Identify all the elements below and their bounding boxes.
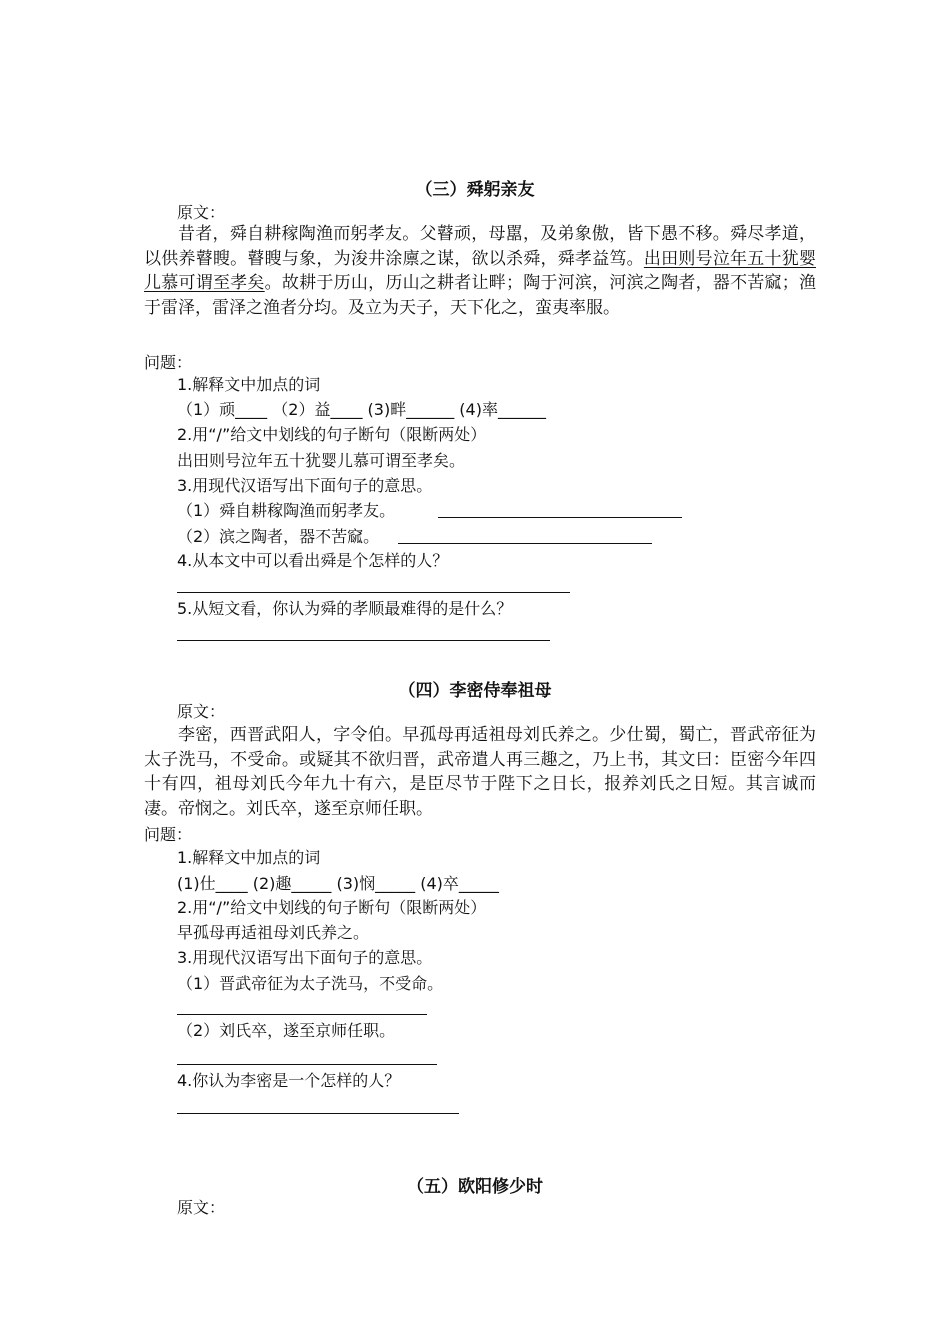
s4-q4: 4.你认为李密是一个怎样的人？ <box>177 1071 401 1090</box>
section4-original-label: 原文： <box>177 702 226 721</box>
s3-q3-1: （1）舜自耕稼陶渔而躬孝友。 <box>177 501 396 520</box>
s4-q1: 1.解释文中加点的词 <box>177 848 321 867</box>
answer-line[interactable] <box>177 1113 459 1114</box>
section4-title: （四）李密侍奉祖母 <box>398 681 552 701</box>
answer-line[interactable] <box>438 517 682 518</box>
s4-q2-sentence: 早孤母再适祖母刘氏养之。 <box>177 923 370 942</box>
s3-q1-items: （1）顽____ （2）益____ (3)畔______ (4)率______ <box>177 400 546 419</box>
passage-part-2: 。故耕于历山，历山之耕者让畔；陶于河滨，河滨之陶者，器不苦窳；渔于雷泽，雷泽之渔者分均。及立为天子，天下化之，蛮夷率服。 <box>144 273 817 318</box>
section3-questions-label: 问题： <box>144 353 193 372</box>
s3-q4: 4.从本文中可以看出舜是个怎样的人？ <box>177 551 449 570</box>
answer-line[interactable] <box>177 592 570 593</box>
underlined-sentence: 出田则号泣年五十犹婴儿慕可谓至孝矣 <box>144 248 817 293</box>
s3-q1: 1.解释文中加点的词 <box>177 375 321 394</box>
section3-passage <box>144 222 816 320</box>
s4-q2: 2.用“/”给文中划线的句子断句（限断两处） <box>177 898 487 917</box>
s3-q2-sentence: 出田则号泣年五十犹婴儿慕可谓至孝矣。 <box>177 451 466 470</box>
section4-passage: 李密，西晋武阳人，字令伯。早孤母再适祖母刘氏养之。少仕蜀，蜀亡，晋武帝征为太子洗马，不受命。或疑其不欲归晋，武帝遣人再三趣之，乃上书，其文曰：臣密今年四十有四，祖母刘氏今年九十有六，是臣尽节于陛下之日长，报养刘氏之日短。其言诚而凄。帝悯之。刘氏卒，遂至京师任职。 <box>144 725 816 819</box>
s3-q3: 3.用现代汉语写出下面句子的意思。 <box>177 476 433 495</box>
s3-q3-2: （2）滨之陶者，器不苦窳。 <box>177 527 380 546</box>
section3-title: （三）舜躬亲友 <box>415 180 535 200</box>
s4-q3-2: （2）刘氏卒，遂至京师任职。 <box>177 1021 396 1040</box>
section5-title: （五）欧阳修少时 <box>407 1177 543 1197</box>
passage-part-1: 昔者，舜自耕稼陶渔而躬孝友。父瞽顽，母嚚，及弟象傲，皆下愚不移。舜尽孝道，以供养瞽瞍。瞽瞍与象，为浚井涂廪之谋，欲以杀舜，舜孝益笃。 <box>144 224 816 269</box>
section4-questions-label: 问题： <box>144 825 193 844</box>
answer-line[interactable] <box>177 1014 427 1015</box>
s3-q5: 5.从短文看，你认为舜的孝顺最难得的是什么？ <box>177 599 513 618</box>
section3-original-label: 原文： <box>177 203 226 222</box>
answer-line[interactable] <box>398 543 652 544</box>
answer-line[interactable] <box>177 640 550 641</box>
section5-original-label: 原文： <box>177 1198 226 1217</box>
s3-q2: 2.用“/”给文中划线的句子断句（限断两处） <box>177 425 487 444</box>
s4-q1-items: (1)仕____ (2)趣_____ (3)悯_____ (4)卒_____ <box>177 874 499 893</box>
s4-q3-1: （1）晋武帝征为太子洗马，不受命。 <box>177 974 444 993</box>
answer-line[interactable] <box>177 1064 437 1065</box>
s4-q3: 3.用现代汉语写出下面句子的意思。 <box>177 948 433 967</box>
